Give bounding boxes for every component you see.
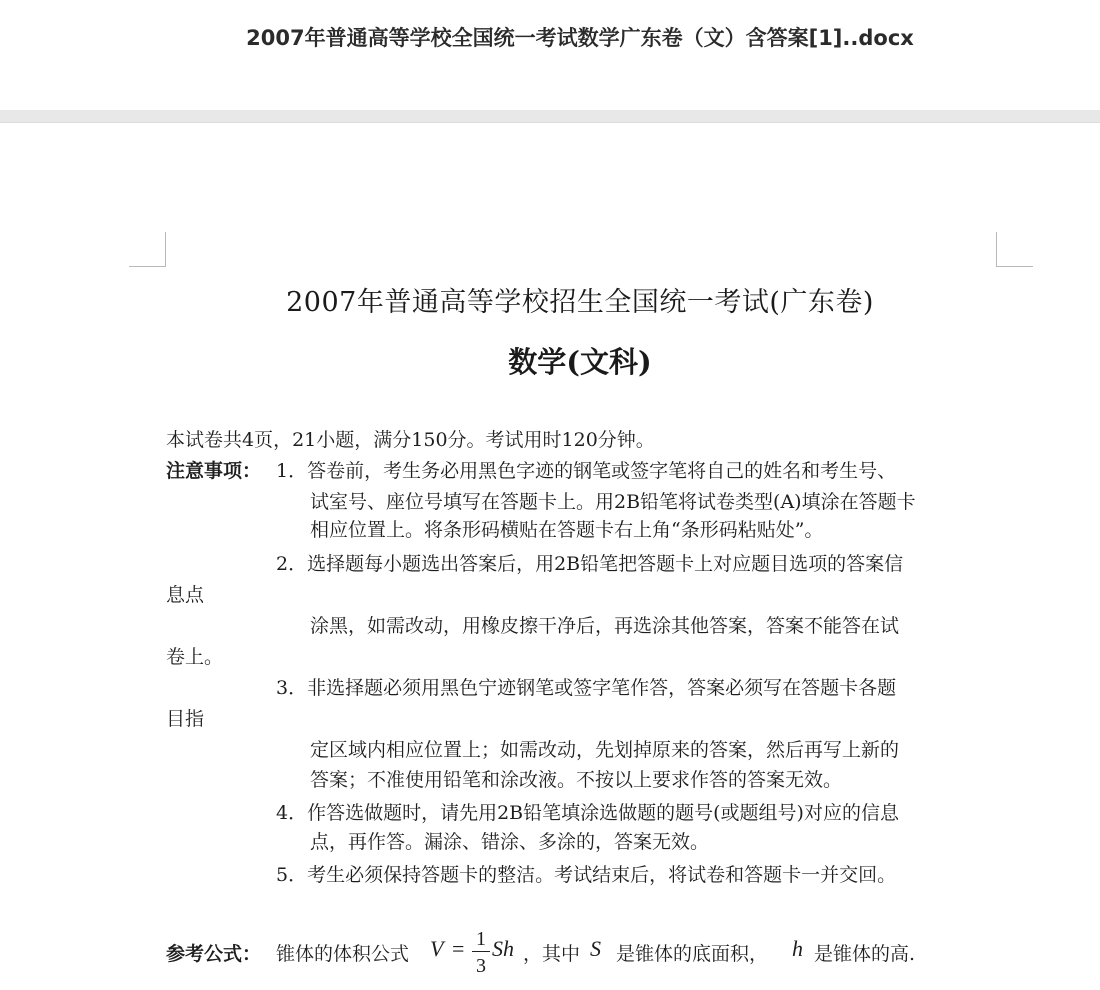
notice-line: 息点 xyxy=(166,584,205,606)
notice-line: 目指 xyxy=(166,708,205,730)
formula-variable-v: V xyxy=(430,936,444,961)
exam-title: 2007年普通高等学校招生全国统一考试(广东卷) xyxy=(286,287,874,318)
exam-subtitle: 数学(文科) xyxy=(508,345,652,379)
formula-text: 锥体的体积公式 xyxy=(276,943,410,965)
formula-variable-sh: Sh xyxy=(492,936,514,961)
document-filename: 2007年普通高等学校全国统一考试数学广东卷（文）含答案[1]..docx xyxy=(246,26,914,50)
formula-label: 参考公式： xyxy=(166,943,262,965)
notice-line: 答案；不准使用铅笔和涂改液。不按以上要求作答的答案无效。 xyxy=(310,769,843,791)
formula-fraction xyxy=(472,928,490,975)
formula-text: ，其中 xyxy=(523,943,581,965)
intro-text: 本试卷共4页，21小题，满分150分。考试用时120分钟。 xyxy=(166,429,655,451)
notice-line: 试室号、座位号填写在答题卡上。用2B铅笔将试卷类型(A)填涂在答题卡 xyxy=(310,491,916,513)
notice-item-1: 1．答卷前，考生务必用黑色字迹的钢笔或签字笔将自己的姓名和考生号、 xyxy=(276,460,897,482)
margin-corner-mark-left xyxy=(129,232,166,267)
formula-text: 是锥体的底面积， xyxy=(616,943,769,965)
notice-line: 相应位置上。将条形码横贴在答题卡右上角“条形码粘贴处”。 xyxy=(310,519,824,541)
title-bar xyxy=(0,0,1100,110)
notice-line: 卷上。 xyxy=(166,646,224,668)
formula-variable-h: h xyxy=(792,936,803,961)
formula-variable-s: S xyxy=(590,936,601,961)
notice-item-4: 4．作答选做题时，请先用2B铅笔填涂选做题的题号(或题组号)对应的信息 xyxy=(276,802,899,824)
toolbar-separator xyxy=(0,110,1100,123)
notice-label: 注意事项： xyxy=(166,460,262,482)
notice-line: 涂黑，如需改动，用橡皮擦干净后，再选涂其他答案，答案不能答在试 xyxy=(310,615,900,637)
notice-item-2: 2．选择题每小题选出答案后，用2B铅笔把答题卡上对应题目选项的答案信 xyxy=(276,553,904,575)
margin-corner-mark-right xyxy=(996,232,1033,267)
notice-line: 点，再作答。漏涂、错涂、多涂的，答案无效。 xyxy=(310,831,710,853)
fraction-denominator: 3 xyxy=(476,955,486,977)
fraction-numerator: 1 xyxy=(476,928,486,950)
notice-item-5: 5．考生必须保持答题卡的整洁。考试结束后，将试卷和答题卡一并交回。 xyxy=(276,864,897,886)
formula-text: 是锥体的高. xyxy=(814,943,916,965)
fraction-bar xyxy=(472,951,490,952)
formula-equals: = xyxy=(452,936,465,961)
notice-line: 定区域内相应位置上；如需改动，先划掉原来的答案，然后再写上新的 xyxy=(310,739,900,761)
notice-item-3: 3．非选择题必须用黑色宁迹钢笔或签字笔作答，答案必须写在答题卡各题 xyxy=(276,677,897,699)
